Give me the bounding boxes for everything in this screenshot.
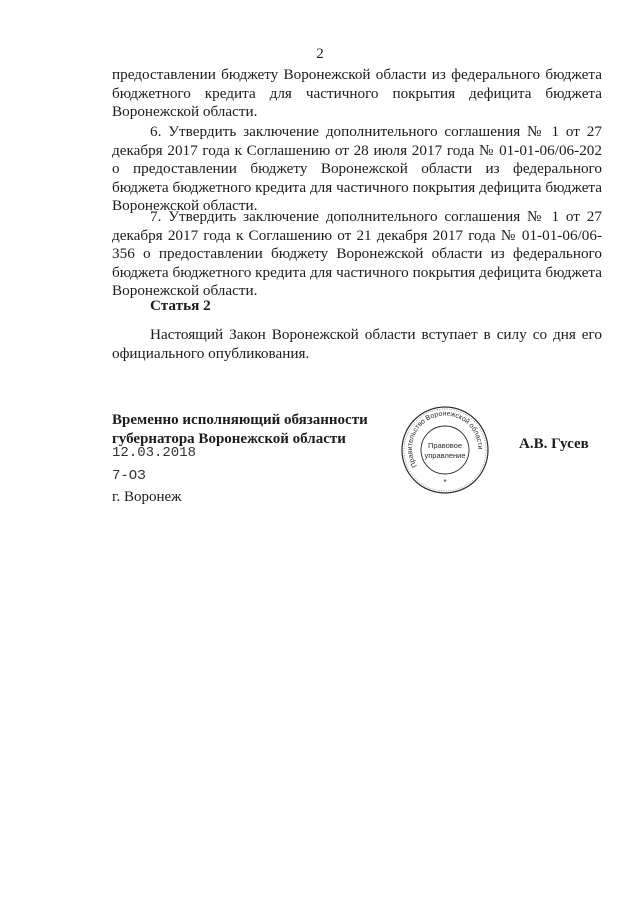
page-number: 2	[316, 46, 324, 62]
signing-city: г. Воронеж	[112, 489, 182, 505]
seal-inner-ring	[421, 426, 469, 474]
paragraph-text: 7. Утвердить заключение дополнительного соглашения № 1 от 27 декабря 2017 года к Соглашению от 21 декабря 2017 года № 01-01-06/06-356 о предоставлении бюджету Воронежской области из федерального бюджета бюджетного кредита для частичного покрытия дефицита бюджета Воронежской области.	[112, 208, 602, 300]
signing-date: 12.03.2018	[112, 445, 197, 461]
seal-star-icon: *	[443, 478, 447, 487]
signatory-title-line-2: губернатора Воронежской области	[112, 431, 346, 447]
paragraph-text: Настоящий Закон Воронежской области вступает в силу со дня его официального опубликования.	[112, 326, 602, 362]
signatory-title	[112, 411, 368, 449]
paragraph-text: предоставлении бюджету Воронежской области из федерального бюджета бюджетного кредита для частичного покрытия дефицита бюджета Воронежской области.	[112, 66, 602, 121]
law-number: 7-ОЗ	[112, 468, 146, 484]
official-seal	[395, 405, 495, 495]
seal-ring-text: Правительство Воронежской области	[406, 410, 484, 469]
paragraph-item-7	[112, 208, 602, 301]
seal-center-line-2: управление	[424, 451, 466, 460]
paragraph-entry-into-force	[112, 326, 602, 363]
seal-center-line-1: Правовое	[427, 441, 463, 450]
signatory-title-line-1: Временно исполняющий обязанности	[112, 412, 368, 428]
paragraph-continuation	[112, 66, 602, 122]
paragraph-item-6	[112, 123, 602, 216]
paragraph-text: 6. Утвердить заключение дополнительного соглашения № 1 от 27 декабря 2017 года к Соглашению от 28 июля 2017 года № 01-01-06/06-202 о предоставлении бюджету Воронежской области из федерального бюджета бюджетного кредита для частичного покрытия дефицита бюджета Воронежской области.	[112, 123, 602, 215]
article-heading: Статья 2	[150, 297, 211, 314]
signer-name: А.В. Гусев	[519, 436, 589, 452]
